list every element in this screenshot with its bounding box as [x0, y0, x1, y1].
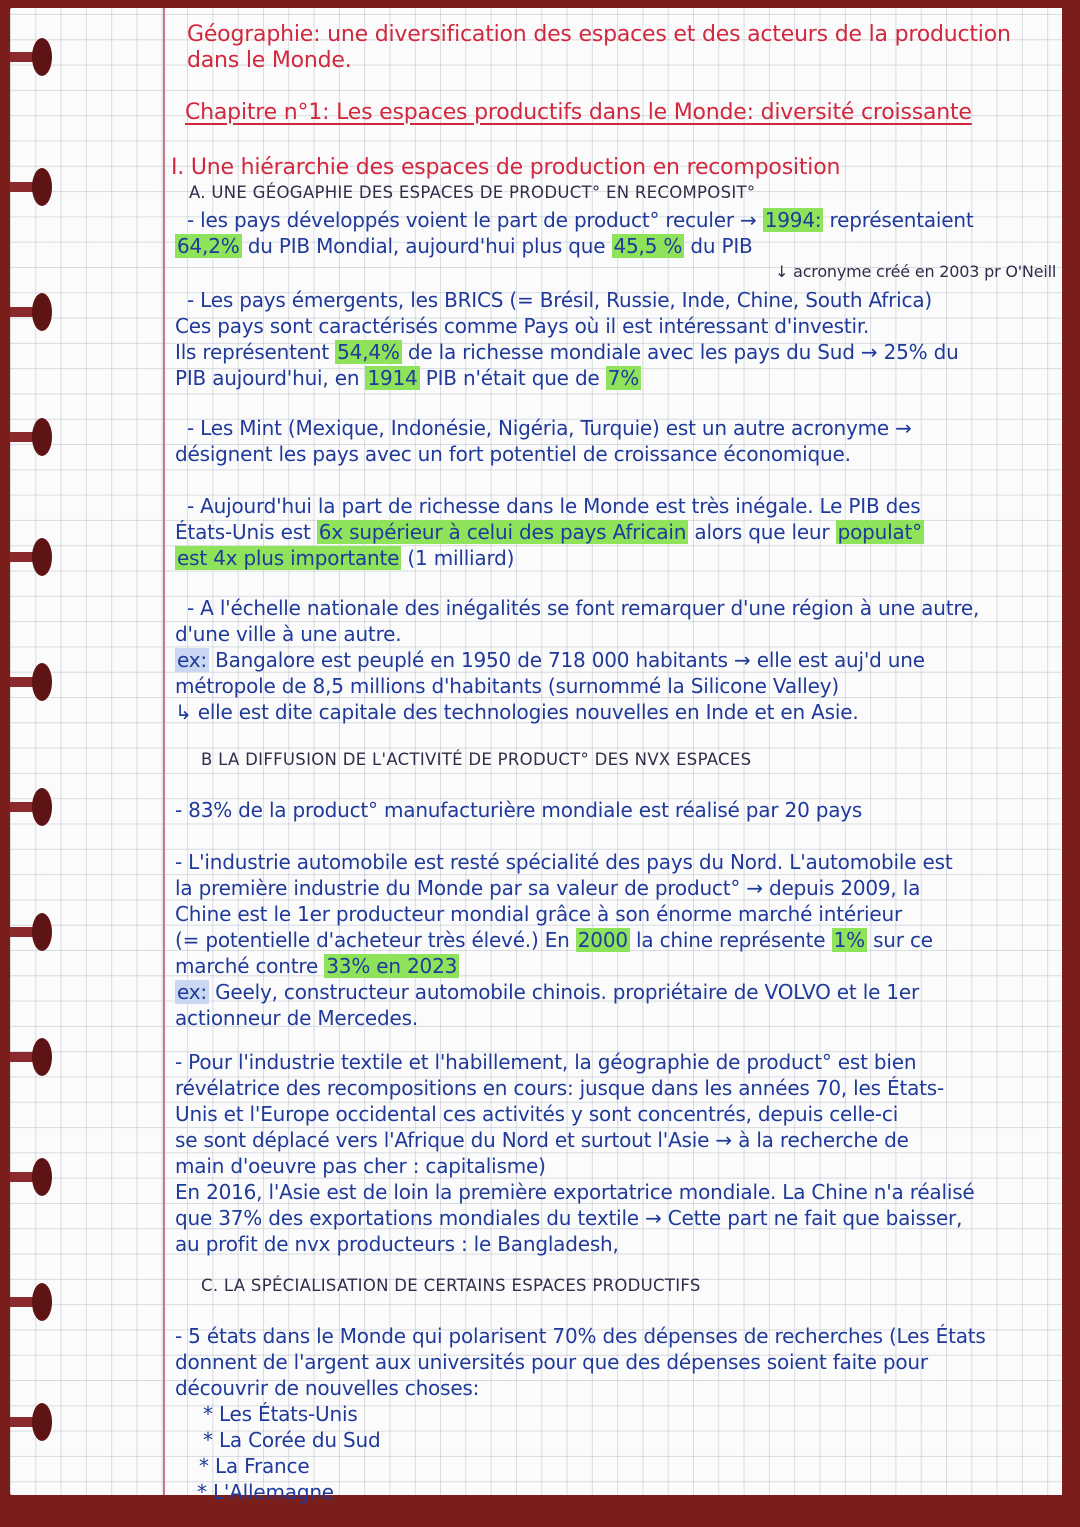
highlight: populat° — [837, 520, 922, 544]
highlight: 33% en 2023 — [326, 954, 458, 978]
paragraph-line: Ils représentent 54,4% de la richesse mondiale avec les pays du Sud → 25% du — [175, 340, 959, 364]
paragraph-line: - Les Mint (Mexique, Indonésie, Nigéria, Turquie) est un autre acronyme → — [187, 416, 912, 440]
paragraph-line: est 4x plus importante (1 milliard) — [177, 546, 515, 570]
paragraph-line: - Aujourd'hui la part de richesse dans le Monde est très inégale. Le PIB des — [187, 494, 921, 518]
list-item: * L'Allemagne — [197, 1480, 334, 1504]
part-heading: I. Une hiérarchie des espaces de production en recomposition — [171, 155, 841, 180]
paragraph-line: marché contre 33% en 2023 — [175, 954, 458, 978]
paragraph-line: - L'industrie automobile est resté spécialité des pays du Nord. L'automobile est — [175, 850, 953, 874]
paragraph-line: PIB aujourd'hui, en 1914 PIB n'était que de 7% — [175, 366, 640, 390]
page-title-line2: dans le Monde. — [187, 48, 352, 73]
highlight: 1% — [833, 928, 865, 952]
paragraph-line: d'une ville à une autre. — [175, 622, 402, 646]
highlight: 64,2% — [177, 234, 240, 258]
margin-note: ↓ acronyme créé en 2003 pr O'Neill — [775, 262, 1057, 281]
highlight: 6x supérieur à celui des pays Africain — [318, 520, 687, 544]
paragraph-line: (= potentielle d'acheteur très élevé.) En 2000 la chine représente 1% sur ce — [175, 928, 933, 952]
paragraph-line: que 37% des exportations mondiales du textile → Cette part ne fait que baisser, — [175, 1206, 963, 1230]
paragraph-line: révélatrice des recompositions en cours: jusque dans les années 70, les États- — [175, 1076, 945, 1100]
paragraph-line: 64,2% du PIB Mondial, aujourd'hui plus que 45,5 % du PIB — [177, 234, 753, 258]
paragraph-line: au profit de nvx producteurs : le Bangladesh, — [175, 1232, 619, 1256]
section-a-heading: A. UNE GÉOGAPHIE DES ESPACES DE PRODUCT° EN RECOMPOSIT° — [189, 183, 756, 202]
paragraph-line: États-Unis est 6x supérieur à celui des pays Africain alors que leur populat° — [175, 520, 922, 544]
example-label: ex: — [177, 648, 207, 672]
highlight: 54,4% — [337, 340, 400, 364]
margin-line — [163, 8, 165, 1495]
highlight: 1914 — [367, 366, 418, 390]
paragraph-line: se sont déplacé vers l'Afrique du Nord et surtout l'Asie → à la recherche de — [175, 1128, 909, 1152]
highlight: 45,5 % — [613, 234, 683, 258]
paragraph-line: donnent de l'argent aux universités pour que des dépenses soient faite pour — [175, 1350, 928, 1374]
highlight: 2000 — [577, 928, 628, 952]
paragraph-line: ex: Bangalore est peuplé en 1950 de 718 000 habitants → elle est auj'd une — [177, 648, 925, 672]
list-item: * La France — [199, 1454, 310, 1478]
binder-ring-icon — [10, 168, 52, 206]
paragraph-line: métropole de 8,5 millions d'habitants (surnommé la Silicone Valley) — [175, 674, 839, 698]
binder-ring-icon — [10, 663, 52, 701]
section-c-heading: C. LA SPÉCIALISATION DE CERTAINS ESPACES PRODUCTIFS — [201, 1276, 701, 1295]
list-item: * La Corée du Sud — [203, 1428, 381, 1452]
binder-ring-icon — [10, 1403, 52, 1441]
binder-ring-icon — [10, 1158, 52, 1196]
binder-ring-icon — [10, 913, 52, 951]
paragraph-line: ex: Geely, constructeur automobile chinois. propriétaire de VOLVO et le 1er — [177, 980, 919, 1004]
paragraph-line: actionneur de Mercedes. — [175, 1006, 418, 1030]
binder-ring-icon — [10, 1038, 52, 1076]
paragraph-line: la première industrie du Monde par sa valeur de product° → depuis 2009, la — [175, 876, 921, 900]
list-item: * Les États-Unis — [203, 1402, 358, 1426]
highlight: 7% — [607, 366, 640, 390]
paragraph-line: Unis et l'Europe occidental ces activités y sont concentrés, depuis celle-ci — [175, 1102, 899, 1126]
paragraph-line: Ces pays sont caractérisés comme Pays où il est intéressant d'investir. — [175, 314, 870, 338]
paragraph-line: - 83% de la product° manufacturière mondiale est réalisé par 20 pays — [175, 798, 863, 822]
binder-ring-icon — [10, 418, 52, 456]
example-label: ex: — [177, 980, 207, 1004]
paragraph-line: Chine est le 1er producteur mondial grâce à son énorme marché intérieur — [175, 902, 902, 926]
paragraph-line: - Pour l'industrie textile et l'habillement, la géographie de product° est bien — [175, 1050, 917, 1074]
binder-ring-icon — [10, 1283, 52, 1321]
binder-ring-icon — [10, 788, 52, 826]
paragraph-line: - les pays développés voient le part de product° reculer → 1994: représentaient — [187, 208, 974, 232]
section-b-heading: B LA DIFFUSION DE L'ACTIVITÉ DE PRODUCT° DES NVX ESPACES — [201, 750, 752, 769]
binder-ring-icon — [10, 293, 52, 331]
highlight: 1994: — [764, 208, 822, 232]
paragraph-line: main d'oeuvre pas cher : capitalisme) — [175, 1154, 546, 1178]
paragraph-line: ↳ elle est dite capitale des technologies nouvelles en Inde et en Asie. — [175, 700, 859, 724]
notebook-page — [10, 8, 1062, 1504]
binder-ring-icon — [10, 538, 52, 576]
paragraph-line: - Les pays émergents, les BRICS (= Brésil, Russie, Inde, Chine, South Africa) — [187, 288, 932, 312]
paragraph-line: - A l'échelle nationale des inégalités se font remarquer d'une région à une autre, — [187, 596, 980, 620]
paragraph-line: désignent les pays avec un fort potentiel de croissance économique. — [175, 442, 851, 466]
page-title-line1: Géographie: une diversification des espaces et des acteurs de la production — [187, 22, 1011, 47]
paragraph-line: découvrir de nouvelles choses: — [175, 1376, 480, 1400]
binder-ring-icon — [10, 38, 52, 76]
paragraph-line: - 5 états dans le Monde qui polarisent 70% des dépenses de recherches (Les États — [175, 1324, 986, 1348]
paragraph-line: En 2016, l'Asie est de loin la première exportatrice mondiale. La Chine n'a réalisé — [175, 1180, 975, 1204]
chapter-title: Chapitre n°1: Les espaces productifs dans le Monde: diversité croissante — [185, 100, 972, 125]
highlight: est 4x plus importante — [177, 546, 400, 570]
